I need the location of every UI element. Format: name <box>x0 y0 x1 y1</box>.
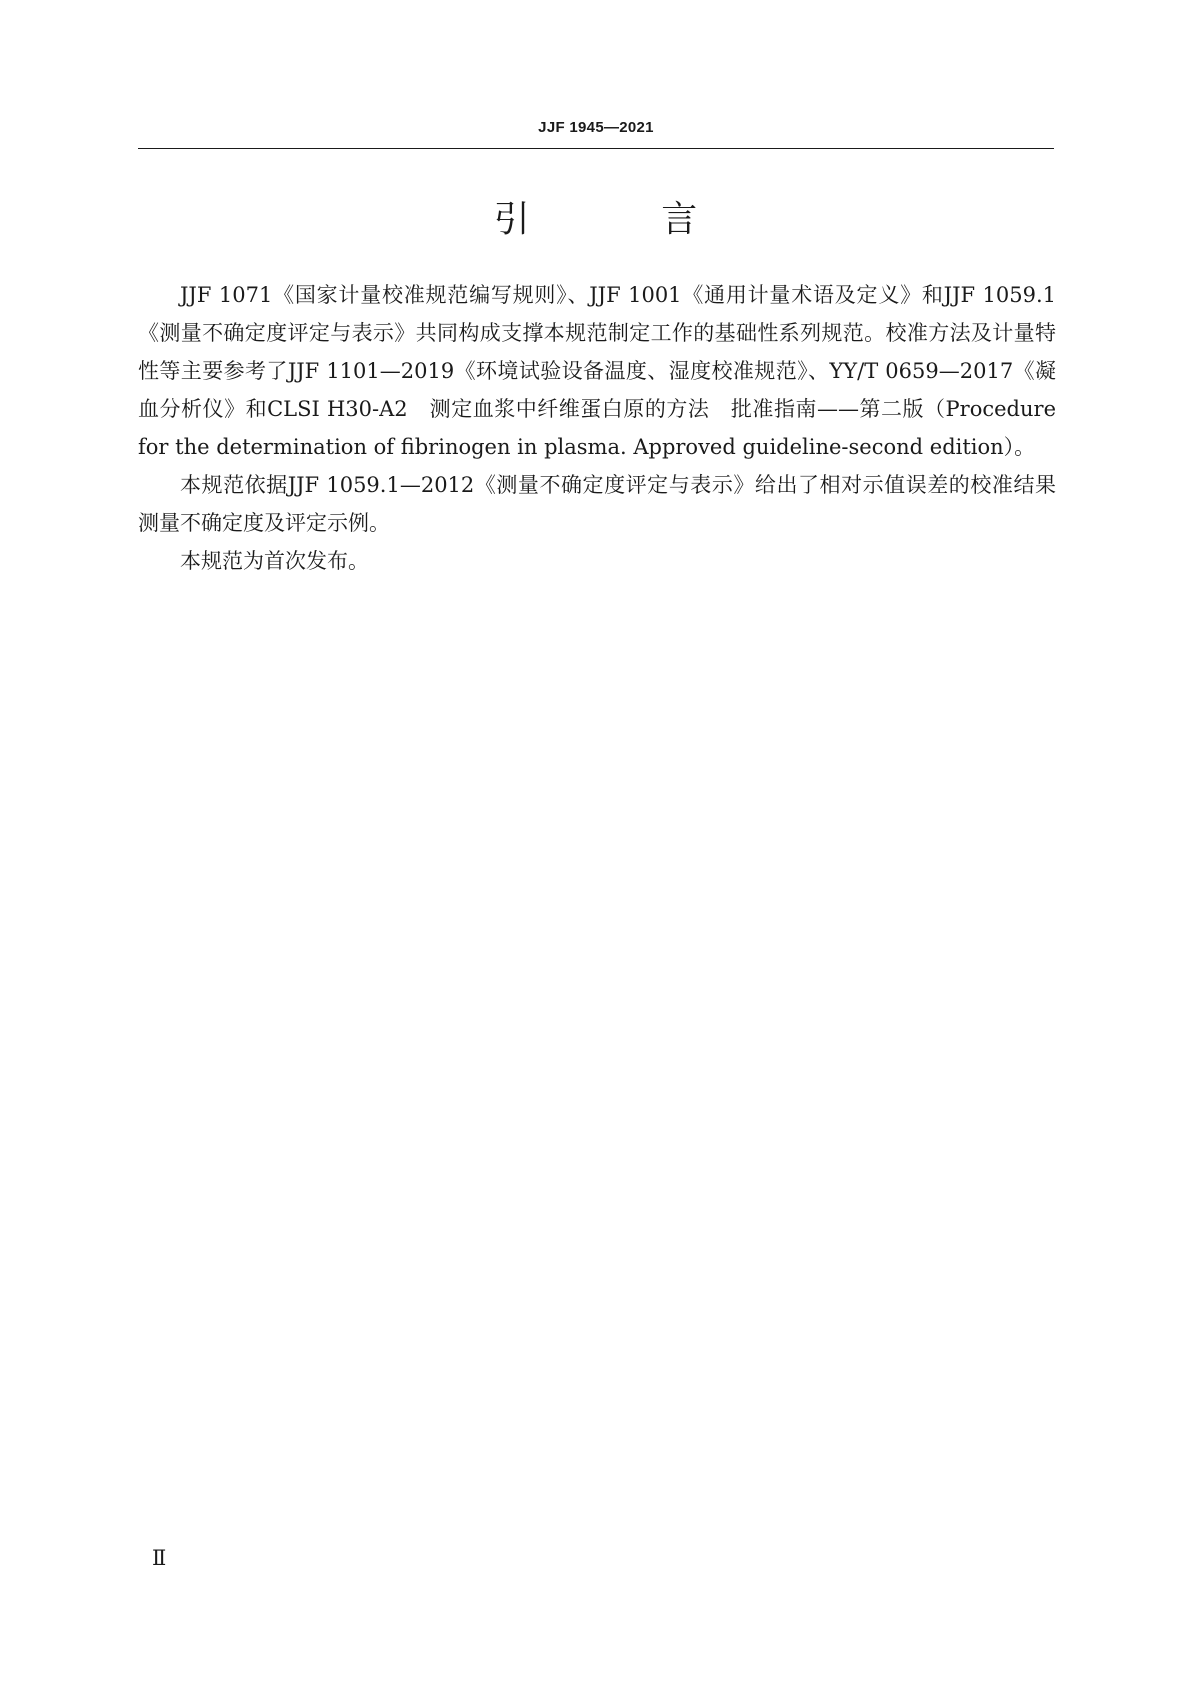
paragraph-uncertainty: 本规范依据JJF 1059.1—2012《测量不确定度评定与表示》给出了相对示值误差的校准结果测量不确定度及评定示例。 <box>138 473 1056 535</box>
body-text <box>138 276 1056 580</box>
running-header <box>138 118 1054 150</box>
document-code: JJF 1945—2021 <box>538 119 654 136</box>
page-number: Ⅱ <box>152 1546 167 1570</box>
section-title: 引 言 <box>493 199 758 240</box>
paragraph-first-release: 本规范为首次发布。 <box>180 549 369 573</box>
header-rule <box>138 148 1054 149</box>
paragraph-references: JJF 1071《国家计量校准规范编写规则》、JJF 1001《通用计量术语及定义》和JJF 1059.1《测量不确定度评定与表示》共同构成支撑本规范制定工作的基础性系列规范。校准方法及计量特性等主要参考了JJF 1101—2019《环境试验设备温度、湿度校准规范》、YY/T 0659—2017《凝血分析仪》和CLSI H30-A2 测定血浆中纤维蛋白原的方法 批准指南——第二版（Procedure for the determination of fibrinogen in plasma. Approved guideline-second edition）。 <box>138 283 1056 459</box>
